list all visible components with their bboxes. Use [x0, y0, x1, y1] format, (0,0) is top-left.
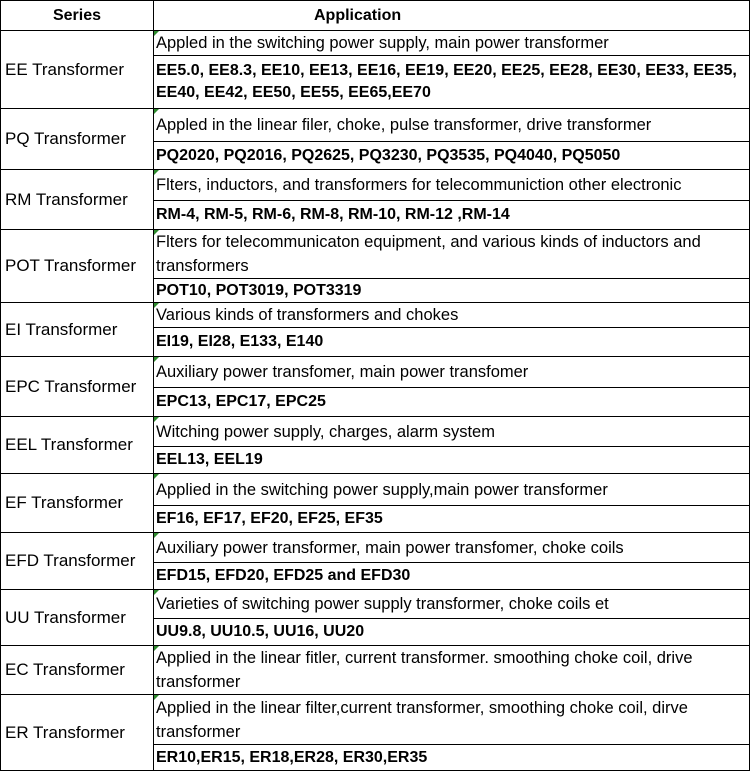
table-row — [1, 695, 750, 745]
table-row — [1, 590, 750, 619]
models-cell: ER10,ER15, ER18,ER28, ER30,ER35 — [154, 745, 750, 771]
table-row — [1, 109, 750, 142]
series-cell: EF Transformer — [1, 474, 154, 533]
series-cell: EPC Transformer — [1, 357, 154, 417]
series-cell: POT Transformer — [1, 230, 154, 303]
series-cell: PQ Transformer — [1, 109, 154, 170]
application-column-header: Application — [154, 1, 750, 31]
application-cell: Various kinds of transformers and chokes — [154, 303, 750, 328]
application-cell: Auxiliary power transformer, main power transfomer, choke coils — [154, 533, 750, 563]
series-cell: EC Transformer — [1, 646, 154, 695]
application-cell: Appled in the switching power supply, main power transformer — [154, 31, 750, 56]
models-cell: EE5.0, EE8.3, EE10, EE13, EE16, EE19, EE20, EE25, EE28, EE30, EE33, EE35, EE40, EE42, EE50, EE55, EE65,EE70 — [154, 56, 750, 109]
models-cell: EI19, EI28, E133, E140 — [154, 328, 750, 357]
application-cell: Flters for telecommunicaton equipment, and various kinds of inductors and transformers — [154, 230, 750, 279]
application-cell: Appled in the linear filer, choke, pulse transformer, drive transformer — [154, 109, 750, 142]
table-row — [1, 31, 750, 56]
header-row — [1, 1, 750, 31]
application-cell: Witching power supply, charges, alarm system — [154, 417, 750, 447]
models-cell: EEL13, EEL19 — [154, 447, 750, 474]
series-column-header: Series — [1, 1, 154, 31]
application-cell: Applied in the switching power supply,main power transformer — [154, 474, 750, 506]
table-row — [1, 417, 750, 447]
models-cell: UU9.8, UU10.5, UU16, UU20 — [154, 619, 750, 646]
series-cell: RM Transformer — [1, 170, 154, 230]
table-row — [1, 646, 750, 695]
series-cell: EI Transformer — [1, 303, 154, 357]
series-cell: EFD Transformer — [1, 533, 154, 590]
table-row — [1, 357, 750, 388]
application-cell: Flters, inductors, and transformers for telecommuniction other electronic — [154, 170, 750, 201]
models-cell: EPC13, EPC17, EPC25 — [154, 388, 750, 417]
table-row — [1, 474, 750, 506]
models-cell: EFD15, EFD20, EFD25 and EFD30 — [154, 563, 750, 590]
table-row — [1, 230, 750, 279]
application-cell: Varieties of switching power supply transformer, choke coils et — [154, 590, 750, 619]
application-cell: Applied in the linear fitler, current transformer. smoothing choke coil, drive transformer — [154, 646, 750, 695]
series-cell: EE Transformer — [1, 31, 154, 109]
series-cell: EEL Transformer — [1, 417, 154, 474]
application-cell: Auxiliary power transfomer, main power transfomer — [154, 357, 750, 388]
series-cell: ER Transformer — [1, 695, 154, 771]
models-cell: POT10, POT3019, POT3319 — [154, 279, 750, 303]
table-row — [1, 170, 750, 201]
table-row — [1, 303, 750, 328]
application-cell: Applied in the linear filter,current transformer, smoothing choke coil, dirve transformer — [154, 695, 750, 745]
models-cell: RM-4, RM-5, RM-6, RM-8, RM-10, RM-12 ,RM-14 — [154, 201, 750, 230]
series-cell: UU Transformer — [1, 590, 154, 646]
table-row — [1, 533, 750, 563]
models-cell: EF16, EF17, EF20, EF25, EF35 — [154, 506, 750, 533]
models-cell: PQ2020, PQ2016, PQ2625, PQ3230, PQ3535, PQ4040, PQ5050 — [154, 142, 750, 170]
